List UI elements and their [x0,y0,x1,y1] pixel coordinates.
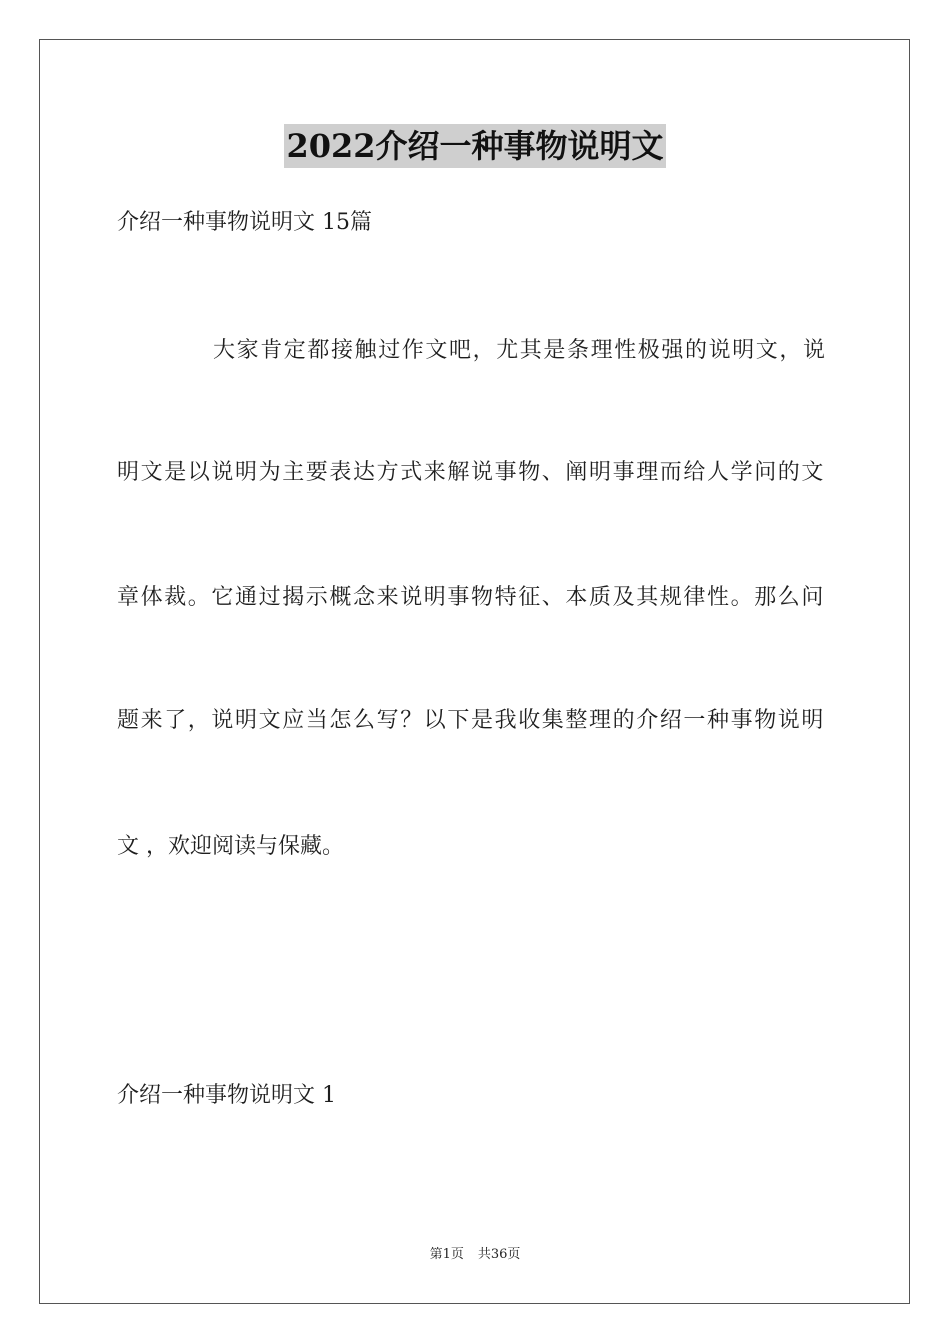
page-total: 共36页 [477,1247,521,1262]
document-subtitle: 介绍一种事物说明文 15篇 [117,210,372,235]
page-footer [0,1246,950,1264]
document-title [0,124,950,174]
section-heading: 介绍一种事物说明文 1 [117,1083,336,1108]
page-number: 第1页 [429,1247,464,1262]
intro-paragraph-line: 明文是以说明为主要表达方式来解说事物、阐明事理而给人学问的文 [117,460,826,485]
intro-paragraph-line: 章体裁。它通过揭示概念来说明事物特征、本质及其规律性。那么问 [117,585,826,610]
intro-paragraph-line: 大家肯定都接触过作文吧，尤其是条理性极强的说明文，说 [213,338,827,363]
intro-paragraph-line: 文 ，欢迎阅读与保藏。 [117,834,344,859]
document-title-text: 2022介绍一种事物说明文 [284,124,665,168]
intro-paragraph-line: 题来了，说明文应当怎么写？以下是我收集整理的介绍一种事物说明 [117,708,826,733]
